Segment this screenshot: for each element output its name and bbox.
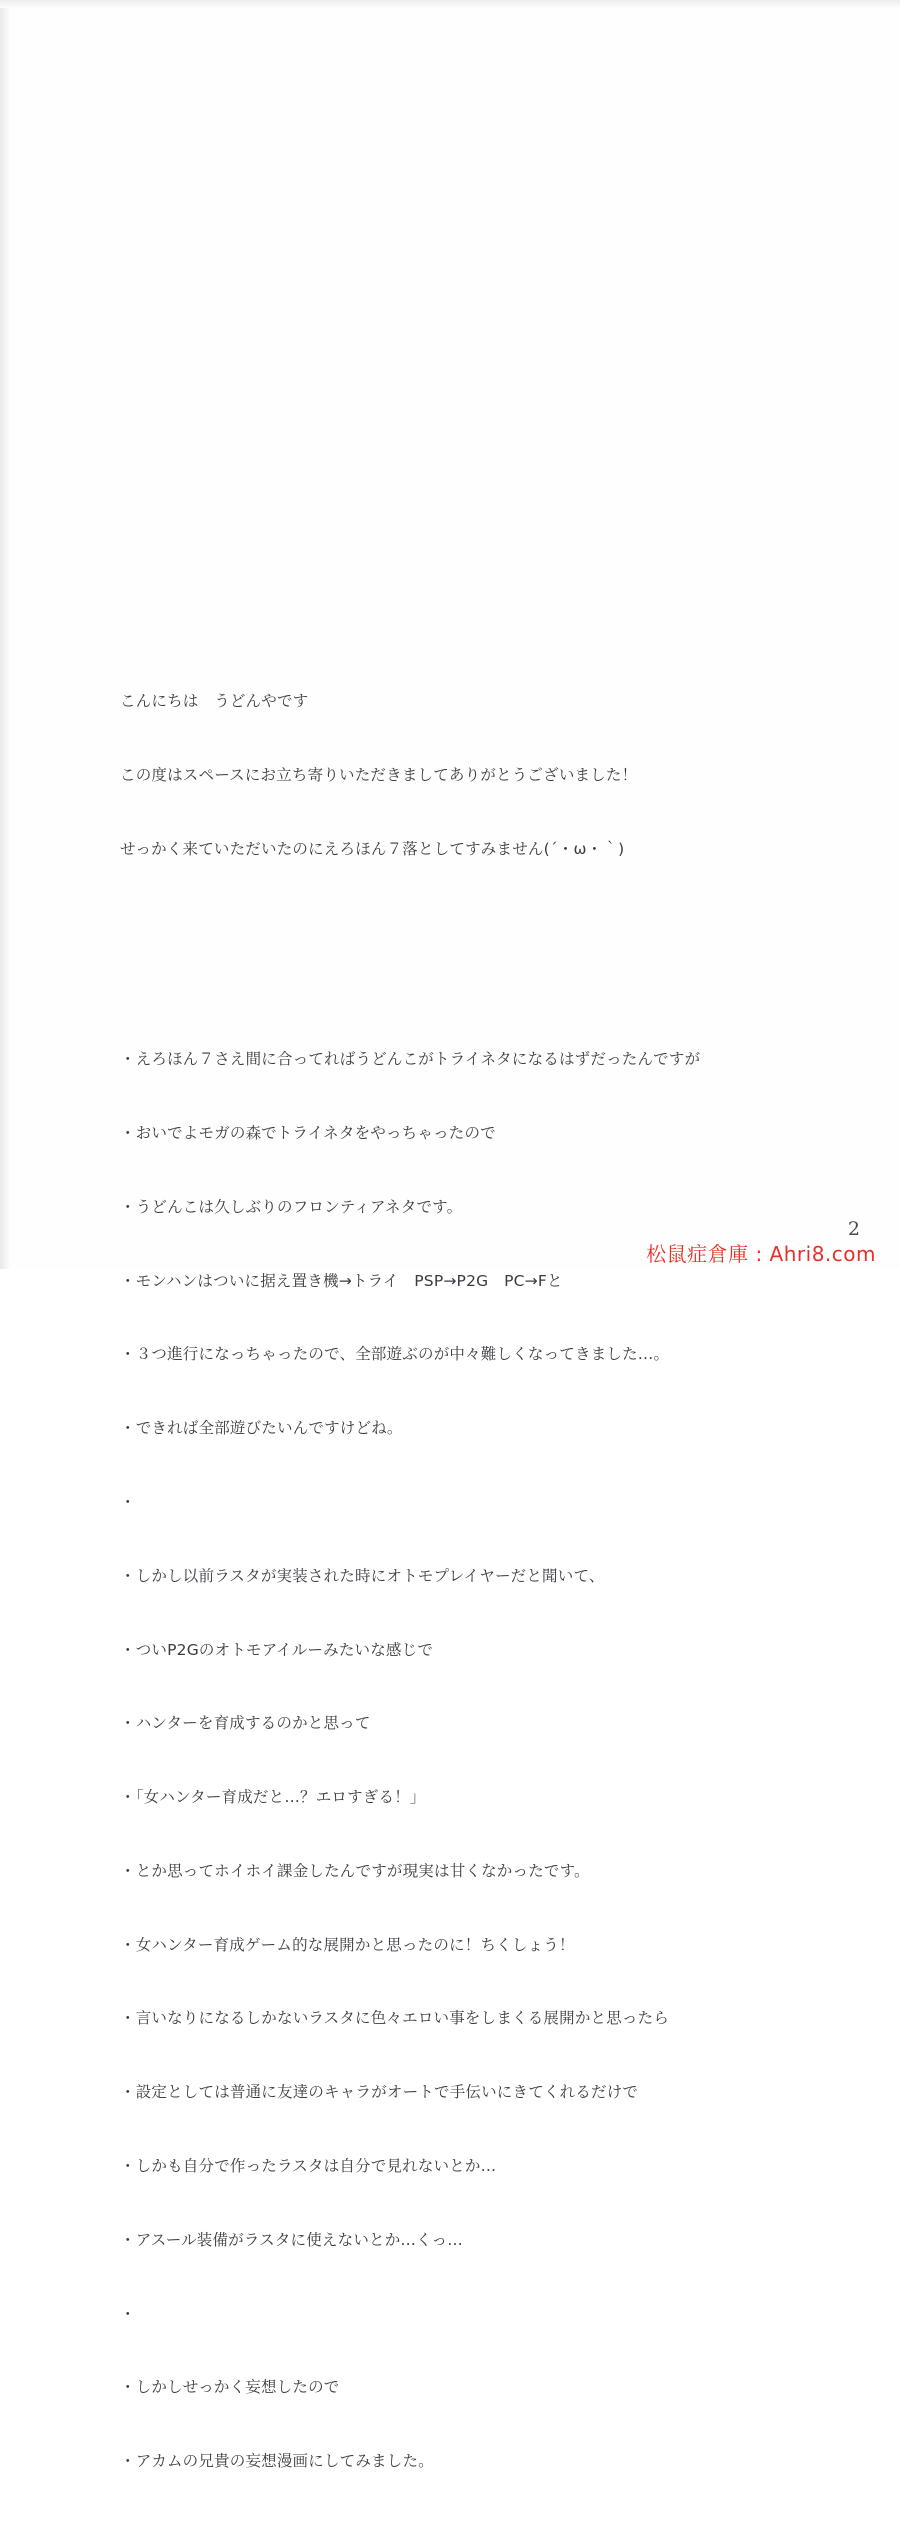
body-line: ・できれば全部遊びたいんですけどね。 <box>120 1419 403 1438</box>
page-number: 2 <box>847 1218 860 1240</box>
body-line: ・アスール装備がラスタに使えないとか…くっ… <box>120 2230 463 2249</box>
body-line: ・ハンターを育成するのかと思って <box>120 1714 371 1733</box>
greeting-block <box>120 640 820 911</box>
watermark: 松鼠症倉庫 : Ahri8.com <box>646 1242 876 1266</box>
body-line: ・３つ進行になっちゃったので、全部遊ぶのが中々難しくなってきました…。 <box>120 1345 670 1364</box>
body-line: ・ついP2Gのオトモアイルーみたいな感じで <box>120 1640 434 1659</box>
body-line: ・「女ハンター育成だと…？エロすぎる！」 <box>120 1788 426 1807</box>
body-line: ・しかも自分で作ったラスタは自分で見れないとか… <box>120 2157 497 2175</box>
body-block <box>120 998 820 2523</box>
body-line: ・えろほん７さえ間に合ってればうどんこがトライネタになるはずだったんですが <box>120 1050 701 1069</box>
greeting-line: こんにちは うどんやです <box>120 691 309 710</box>
body-line: ・モンハンはついに据え置き機→トライ PSP→P2G PC→Fと <box>120 1271 563 1290</box>
body-line: ・女ハンター育成ゲーム的な展開かと思ったのに！ちくしょう！ <box>120 1935 575 1954</box>
body-line: ・ <box>120 1492 136 1511</box>
body-line: ・うどんこは久しぶりのフロンティアネタです。 <box>120 1197 463 1216</box>
body-line: ・ <box>120 2304 136 2323</box>
body-line: ・とか思ってホイホイ課金したんですが現実は甘くなかったです。 <box>120 1861 590 1880</box>
body-line: ・設定としては普通に友達のキャラがオートで手伝いにきてくれるだけで <box>120 2083 639 2102</box>
greeting-line: この度はスペースにお立ち寄りいただきましてありがとうございました！ <box>120 765 638 784</box>
body-line: ・しかし以前ラスタが実装された時にオトモプレイヤーだと聞いて、 <box>120 1566 605 1585</box>
greeting-line: せっかく来ていただいたのにえろほん７落としてすみません(´・ω・｀) <box>120 839 625 858</box>
afterword-text <box>120 566 820 2538</box>
body-line: ・アカムの兄貴の妄想漫画にしてみました。 <box>120 2452 434 2471</box>
body-line: ・言いなりになるしかないラスタに色々エロい事をしまくる展開かと思ったら <box>120 2009 670 2028</box>
body-line: ・しかしせっかく妄想したので <box>120 2378 340 2397</box>
body-line: ・おいでよモガの森でトライネタをやっちゃったので <box>120 1124 496 1143</box>
